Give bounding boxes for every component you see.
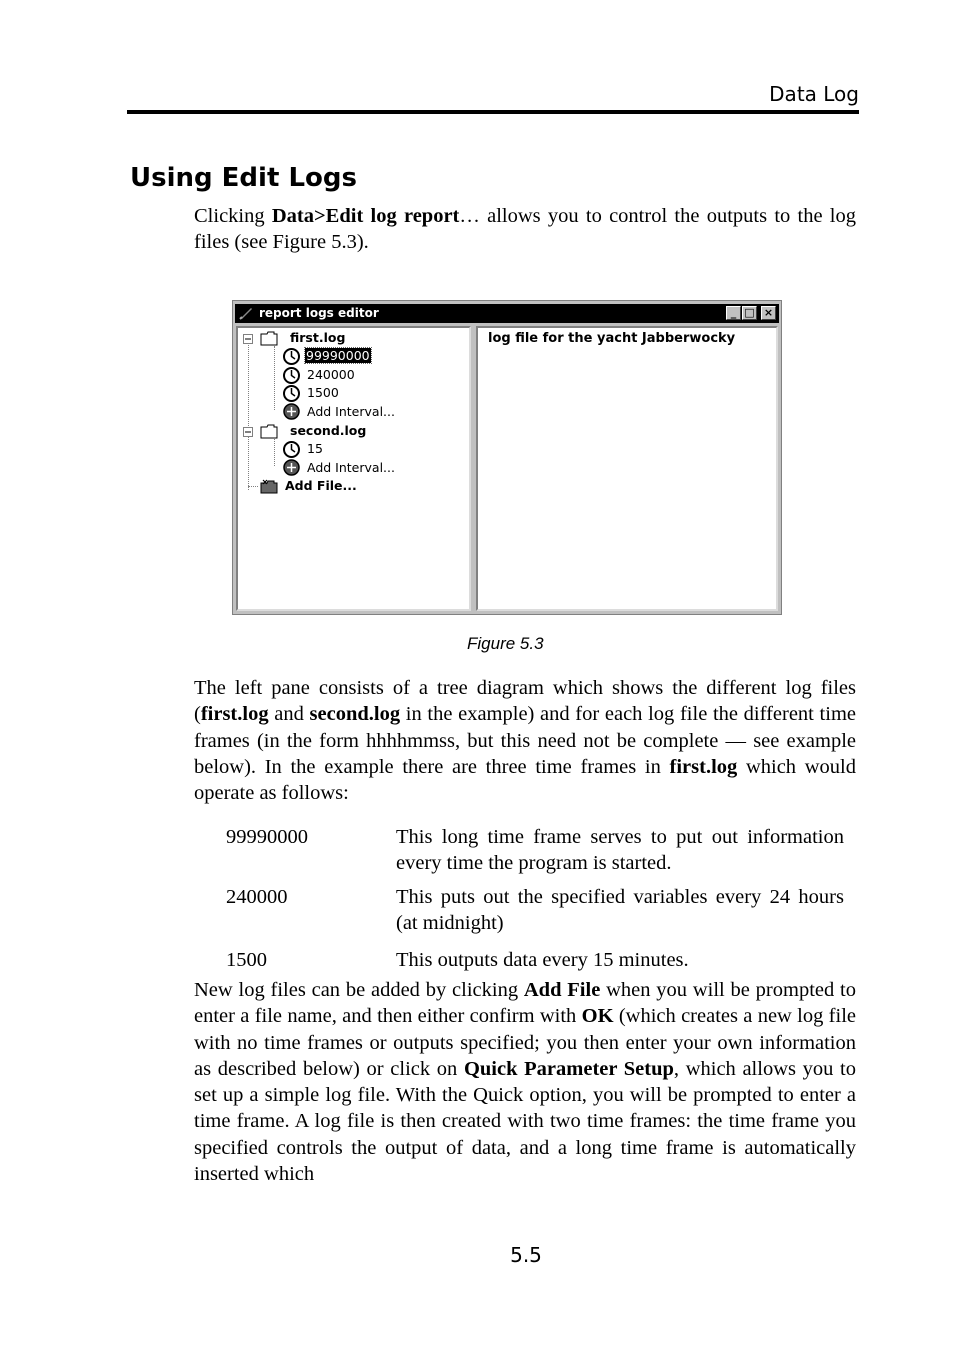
- tree-item-label: Add Interval...: [307, 404, 395, 419]
- tree-branch-line: [274, 346, 275, 410]
- tree-branch-line: [274, 439, 275, 466]
- window-title: report logs editor: [259, 306, 379, 320]
- collapse-icon[interactable]: [243, 427, 253, 437]
- time-frame-description: This long time frame serves to put out information every time the program is started.: [396, 826, 844, 875]
- figure-caption: Figure 5.3: [467, 634, 544, 653]
- clock-icon: [283, 441, 300, 458]
- clock-icon: [283, 348, 300, 365]
- collapse-icon[interactable]: [243, 334, 253, 344]
- tree-pane[interactable]: [236, 326, 471, 611]
- tree-item-label: Add Interval...: [307, 460, 395, 475]
- para2-text-1: The left pane consists of a tree diagram which shows the different log files (: [194, 677, 856, 726]
- tree-description-paragraph: [194, 675, 856, 806]
- clock-icon: [283, 367, 300, 384]
- para2-text-2: and: [268, 703, 310, 726]
- running-header: [127, 82, 859, 114]
- section-title: Using Edit Logs: [130, 163, 357, 193]
- para3-text-2: when you will be prompted to enter a file name, and then either confirm with: [194, 979, 856, 1028]
- time-frame-value: 99990000: [226, 826, 308, 848]
- tree-item-99990000[interactable]: [305, 348, 371, 364]
- para2-text-4: which would operate as follows:: [194, 755, 856, 805]
- window-titlebar[interactable]: [235, 304, 779, 323]
- tree-item-label: 1500: [307, 385, 339, 400]
- maximize-button[interactable]: □: [742, 306, 757, 320]
- report-logs-editor-window: [232, 300, 782, 615]
- para3-text-3: (which creates a new log file with no time frames or outputs specified; you then enter your own information as described below) or click on: [194, 1005, 856, 1080]
- tree-item-add-interval[interactable]: [307, 460, 395, 476]
- para2-bold-3: first.log: [669, 755, 738, 778]
- tree-item-label: 15: [307, 441, 323, 456]
- para3-text-1: New log files can be added by clicking: [194, 979, 524, 1001]
- time-frame-value: 240000: [226, 886, 288, 908]
- log-file-description: log file for the yacht Jabberwocky: [488, 331, 736, 346]
- description-pane[interactable]: [476, 326, 778, 611]
- para2-text-3: in the example) and for each log file the different time frames (in the form hhhhmmss, but this need not be complete — see example below). In the example there are three time frames in: [194, 703, 856, 778]
- tree-item-label: 99990000: [306, 348, 370, 363]
- time-frame-description: This puts out the specified variables every 24 hours (at midnight): [396, 886, 844, 935]
- time-frame-value: 1500: [226, 949, 267, 971]
- para3-bold-3: Quick Parameter Setup: [463, 1057, 674, 1080]
- clock-icon: [283, 385, 300, 402]
- add-interval-icon: [283, 459, 300, 476]
- tree-item-label: 240000: [307, 367, 355, 382]
- tree-item-240000[interactable]: [307, 367, 355, 383]
- tree-item-label: Add File...: [285, 478, 357, 493]
- para2-bold-1: first.log: [200, 703, 269, 726]
- add-file-paragraph: [194, 977, 856, 1187]
- running-title: Data Log: [769, 82, 859, 106]
- tree-item-add-interval[interactable]: [307, 404, 395, 420]
- app-icon: [239, 306, 253, 320]
- time-frame-description: This outputs data every 15 minutes.: [396, 949, 689, 971]
- minimize-button[interactable]: _: [726, 306, 741, 320]
- tree-item-15[interactable]: [307, 441, 323, 457]
- tree-item-second-log[interactable]: [290, 423, 366, 439]
- tree-item-1500[interactable]: [307, 385, 339, 401]
- para3-text-4: , which allows you to set up a simple log file. With the Quick option, you will be prompted to enter a time frame. A log file is then created with two time frames: the time frame you specified controls the output of data, and a long time frame is automatically inserted which: [194, 1057, 856, 1186]
- tree-item-first-log[interactable]: [290, 330, 345, 346]
- close-button[interactable]: ×: [761, 306, 776, 320]
- tree-item-label: first.log: [290, 330, 346, 345]
- intro-bold-menu: Data>Edit log report: [271, 205, 460, 227]
- tree-item-add-file[interactable]: [285, 478, 357, 494]
- folder-icon: [260, 331, 278, 346]
- add-interval-icon: [283, 403, 300, 420]
- page-number: 5.5: [510, 1243, 542, 1267]
- para3-bold-1: Add File: [523, 979, 601, 1001]
- para3-bold-2: OK: [581, 1005, 614, 1028]
- add-file-icon: [259, 478, 279, 494]
- para2-bold-2: second.log: [309, 703, 401, 726]
- intro-paragraph: [194, 203, 856, 256]
- tree-root-line: [248, 342, 249, 490]
- tree-branch-line: [248, 486, 258, 487]
- intro-text-2: … allows you to control the outputs to the log files (see Figure 5.3).: [194, 205, 856, 254]
- folder-icon: [260, 424, 278, 439]
- intro-text-1: Clicking: [194, 205, 272, 227]
- tree-item-label: second.log: [290, 423, 367, 438]
